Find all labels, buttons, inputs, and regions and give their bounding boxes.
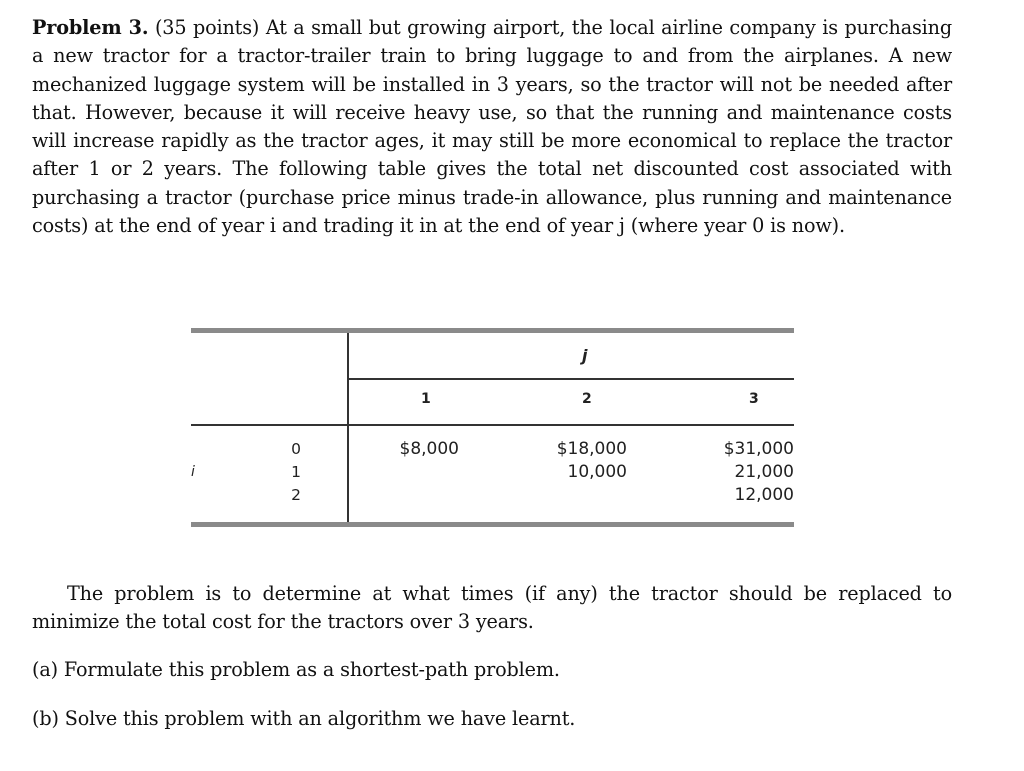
problem-objective: The problem is to determine at what times (if any) the tractor should be replaced to minimize the total cost for the tractors over 3 years. [32,582,952,634]
column-j3-values [704,438,794,507]
part-b: (b) Solve this problem with an algorithm we have learnt. [32,707,576,730]
col-header-3: 3 [749,391,759,407]
col-header-1: 1 [421,391,431,407]
table-cell: 12,000 [734,485,794,505]
cost-table [191,328,794,528]
column-j1-values [369,438,459,461]
row-index: 0 [291,440,301,458]
row-index: 2 [291,486,301,504]
part-a: (a) Formulate this problem as a shortest-path problem. [32,658,560,681]
table-cell: $18,000 [556,439,627,459]
problem-body: (35 points) At a small but growing airport, the local airline company is purchasing a new tractor for a tractor-trailer train to bring luggage to and from the airplanes. A new mechanized luggage system will be installed in 3 years, so the tractor will not be needed after that. However, because it will receive heavy use, so that the running and maintenance costs will increase rapidly as the tractor ages, it may still be more economical to replace the tractor after 1 or 2 years. The following table gives the total net discounted cost associated with purchasing a tractor (purchase price minus trade-in allowance, plus running and maintenance costs) at the end of year i and trading it in at the end of year j (where year 0 is now). [32,16,953,238]
table-cell: 21,000 [734,462,794,482]
column-j2-values [537,438,627,484]
row-index: 1 [291,463,301,481]
table-bottom-rule [191,522,794,527]
problem-statement [32,14,952,240]
table-cell: 10,000 [567,462,627,482]
table-cell: $31,000 [723,439,794,459]
col-header-2: 2 [582,391,592,407]
table-vertical-divider [347,333,349,522]
row-axis-label: i [191,464,195,480]
table-top-rule [191,328,794,333]
problem-title: Problem 3. [32,16,149,39]
table-j-divider [348,378,794,380]
table-cell: $8,000 [399,439,459,459]
col-axis-label: j [582,346,588,365]
table-header-divider [191,424,794,426]
row-indices [289,438,303,507]
